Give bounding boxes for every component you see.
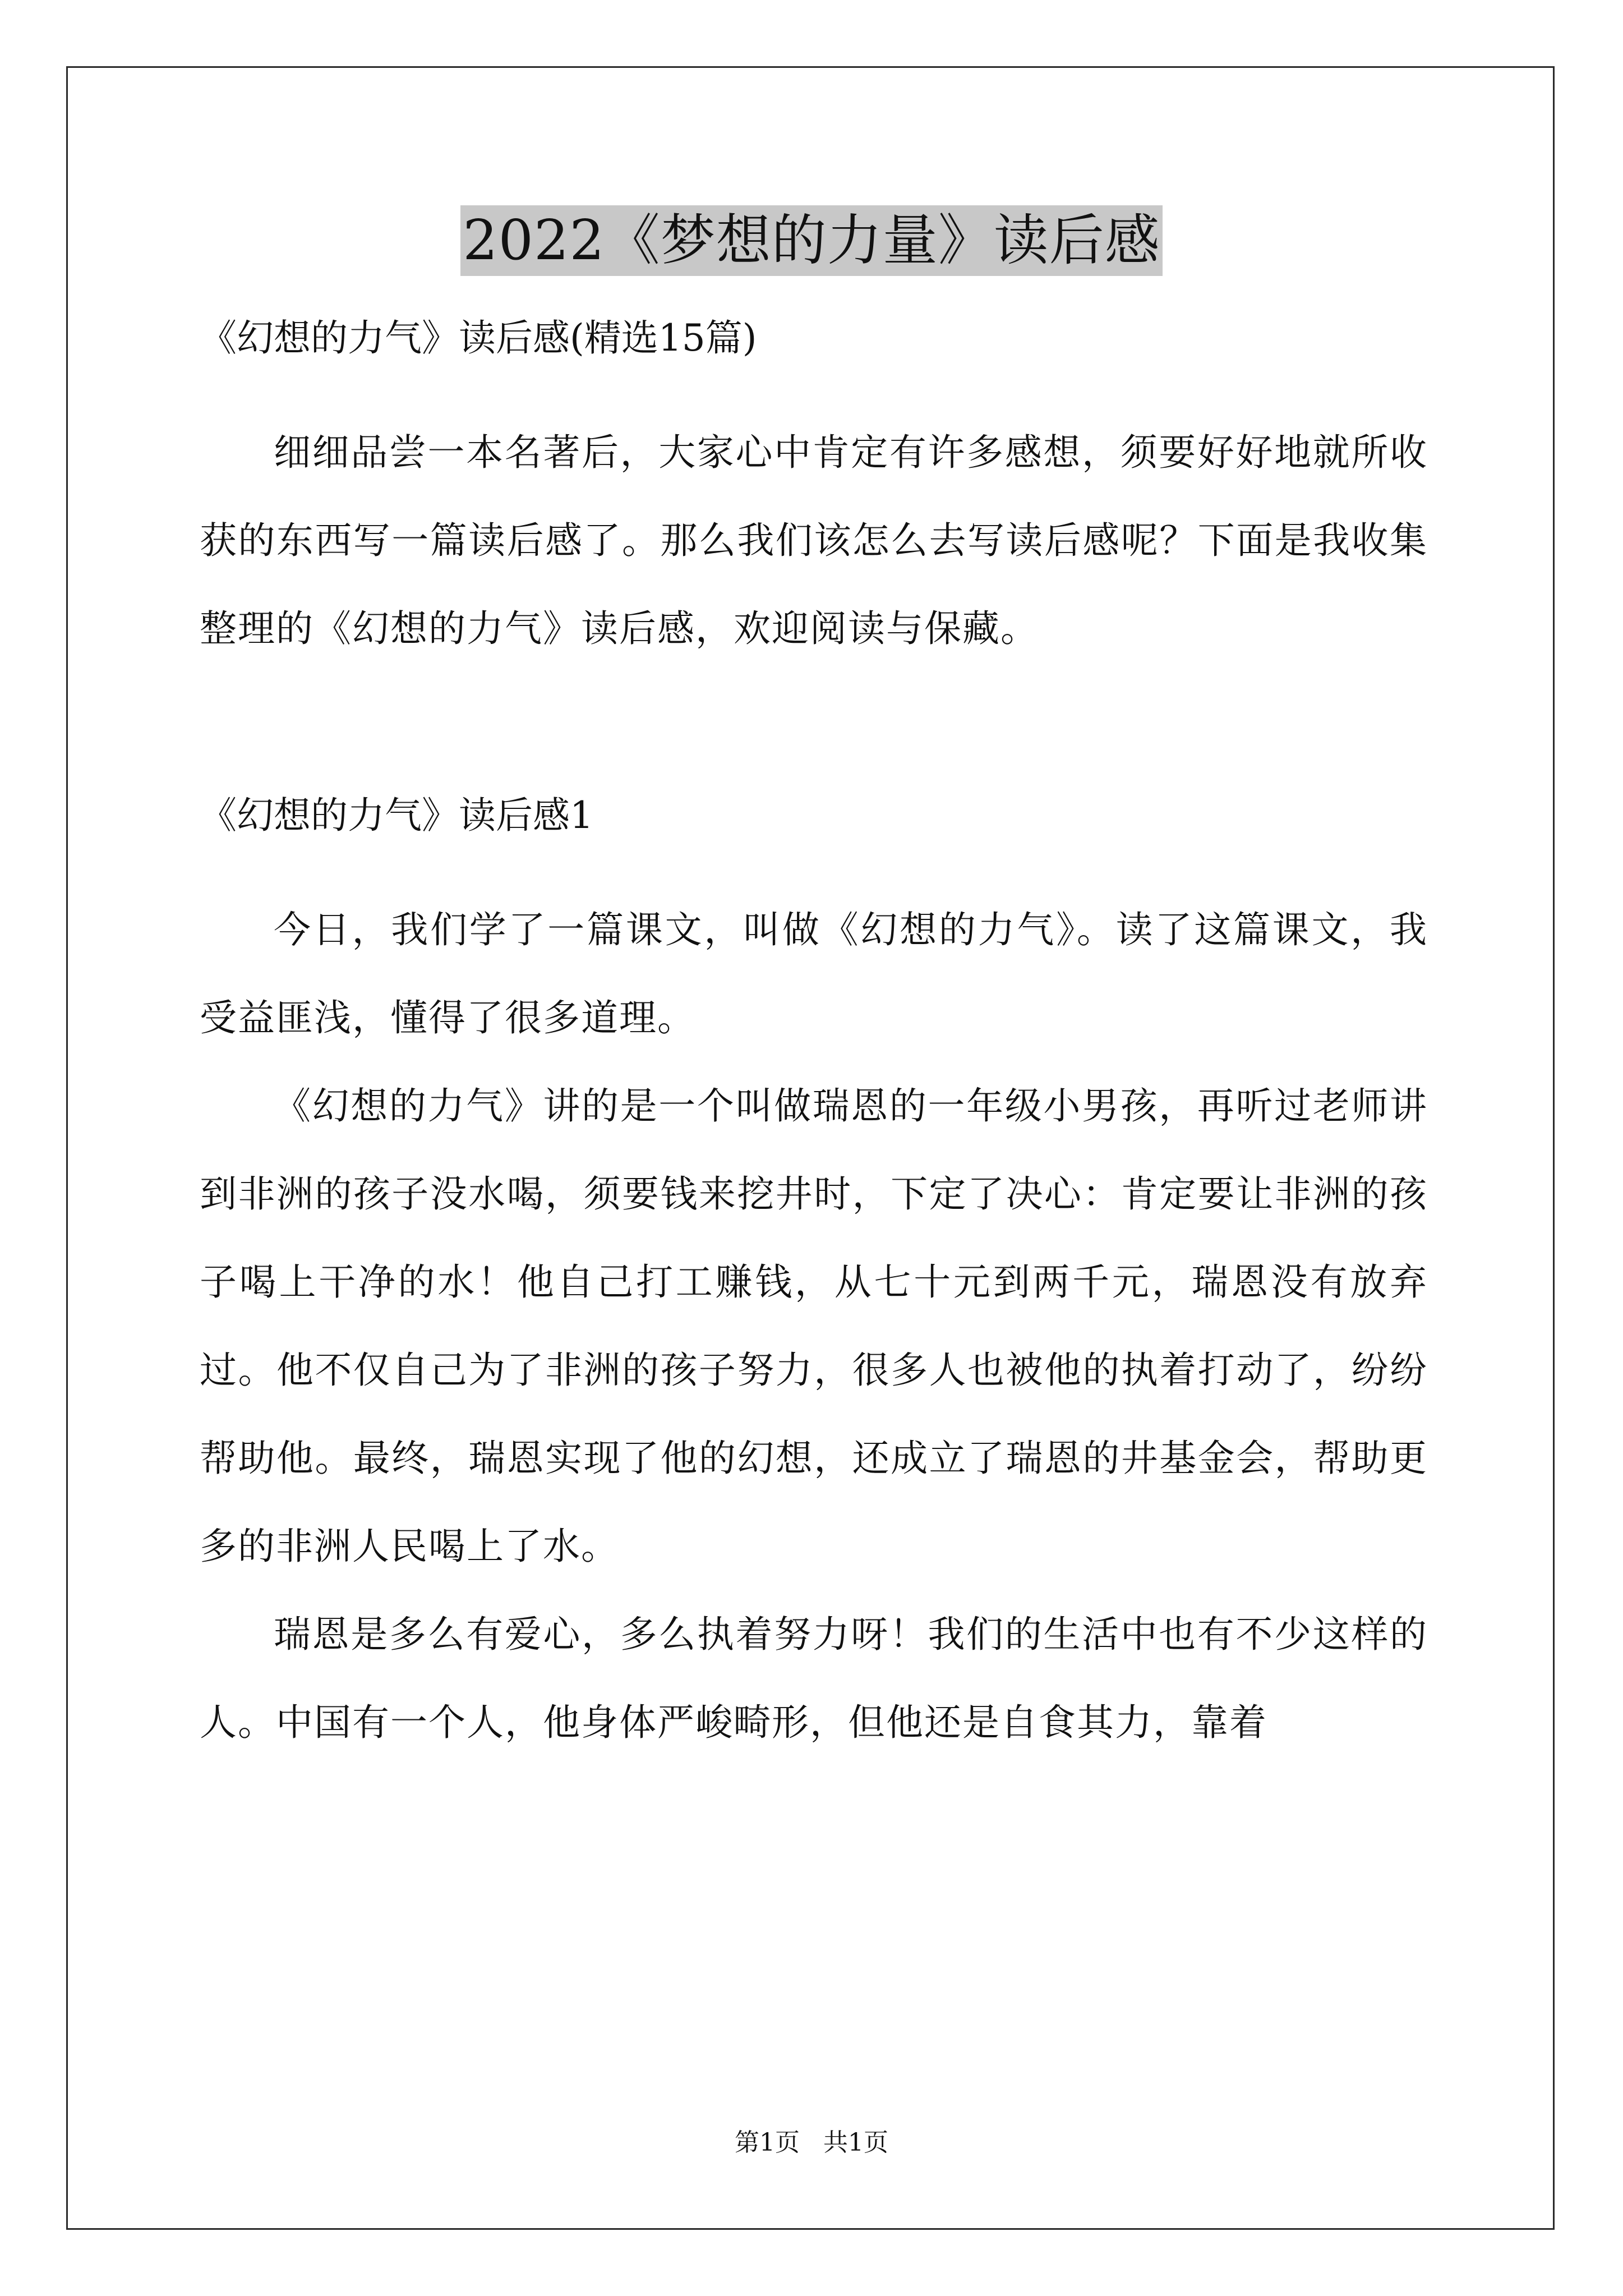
document-title: 2022《梦想的力量》读后感 xyxy=(460,205,1162,276)
document-subtitle: 《幻想的力气》读后感(精选15篇) xyxy=(200,316,757,360)
title-wrap xyxy=(0,205,1623,276)
intro-paragraph: 细细品尝一本名著后，大家心中肯定有许多感想，须要好好地就所收获的东西写一篇读后感了。那么我们该怎么去写读后感呢？下面是我收集整理的《幻想的力气》读后感，欢迎阅读与保藏。 xyxy=(200,431,1428,650)
section-heading: 《幻想的力气》读后感1 xyxy=(200,794,593,837)
body-paragraph-2: 《幻想的力气》讲的是一个叫做瑞恩的一年级小男孩，再听过老师讲到非洲的孩子没水喝，须要钱来挖井时，下定了决心：肯定要让非洲的孩子喝上干净的水！他自己打工赚钱，从七十元到两千元，瑞恩没有放弃过。他不仅自己为了非洲的孩子努力，很多人也被他的执着打动了，纷纷帮助他。最终，瑞恩实现了他的幻想，还成立了瑞恩的井基金会，帮助更多的非洲人民喝上了水。 xyxy=(200,1084,1428,1568)
body-paragraph-1: 今日，我们学了一篇课文，叫做《幻想的力气》。读了这篇课文，我受益匪浅，懂得了很多道理。 xyxy=(200,908,1428,1039)
page-number-footer: 第1页 共1页 xyxy=(735,2128,888,2157)
body-paragraph-3: 瑞恩是多么有爱心，多么执着努力呀！我们的生活中也有不少这样的人。中国有一个人，他身体严峻畸形，但他还是自食其力，靠着 xyxy=(200,1613,1428,1744)
document-body xyxy=(200,307,1428,1766)
